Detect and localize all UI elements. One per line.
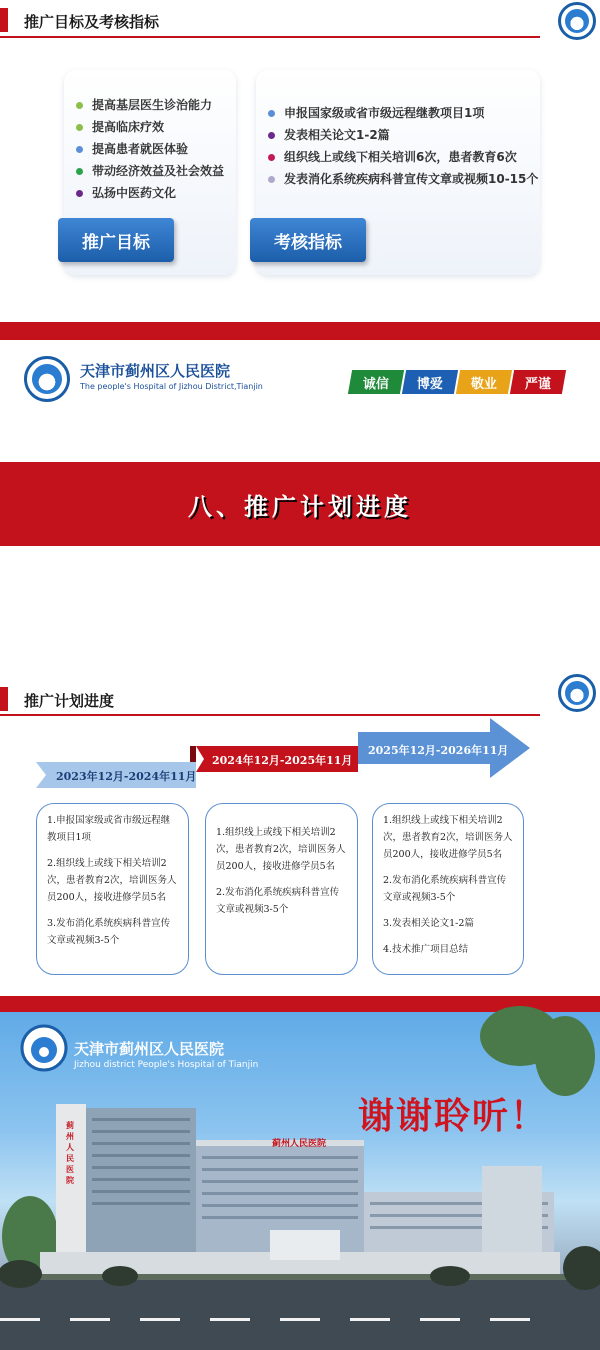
goal-item-text: 提高基层医生诊治能力 — [92, 98, 213, 112]
hospital-name-cn: 天津市蓟州区人民医院 — [80, 362, 231, 380]
section-band — [0, 462, 600, 546]
plan-item: 1.申报国家级或省市级远程继教项目1项 — [47, 815, 171, 843]
motto-badge: 敬业 — [456, 370, 512, 394]
indicator-item-text: 发表相关论文1-2篇 — [284, 128, 390, 142]
building-sign: 蓟州人民医院 — [272, 1139, 327, 1149]
goal-item-text: 提高临床疗效 — [92, 120, 165, 134]
goal-item — [76, 138, 224, 160]
goal-item — [76, 160, 224, 182]
plan-item: 3.发布消化系统疾病科普宣传文章或视频3-5个 — [47, 918, 171, 946]
section-title: 八、推广计划进度 — [188, 491, 412, 521]
plan-item: 2.发布消化系统疾病科普宣传文章或视频3-5个 — [383, 875, 507, 903]
indicators-list — [268, 102, 538, 190]
page-title: 推广目标及考核指标 — [24, 13, 160, 31]
period-2-card — [205, 803, 358, 975]
period-1: 2023年12月-2024年11月 — [56, 770, 197, 783]
hospital-name-en: Jizhou district People's Hospital of Tianjin — [74, 1060, 259, 1070]
slide-thanks — [0, 996, 600, 1350]
goal-item — [76, 116, 224, 138]
motto-badge: 诚信 — [348, 370, 404, 394]
goal-item-text: 弘扬中医药文化 — [92, 186, 177, 200]
goal-item — [76, 94, 224, 116]
bullet-dot-icon — [268, 154, 275, 161]
header-rule — [0, 36, 540, 38]
period-3: 2025年12月-2026年11月 — [368, 744, 509, 757]
indicator-item — [268, 102, 538, 124]
page-title: 推广计划进度 — [24, 692, 115, 710]
goals-label: 推广目标 — [58, 218, 174, 262]
hospital-logo — [558, 2, 596, 40]
bullet-dot-icon — [76, 102, 83, 109]
goal-item — [76, 182, 224, 204]
plan-item: 1.组织线上或线下相关培训2次，患者教育2次，培训医务人员200人，接收进修学员5名 — [383, 815, 513, 860]
period-3-card — [372, 803, 524, 975]
bullet-dot-icon — [76, 168, 83, 175]
indicator-item — [268, 124, 538, 146]
hospital-name-cn: 天津市蓟州区人民医院 — [74, 1040, 225, 1058]
bullet-dot-icon — [268, 132, 275, 139]
bullet-dot-icon — [268, 110, 275, 117]
bullet-dot-icon — [76, 190, 83, 197]
tower-sign: 蓟州人民医院 — [66, 1121, 74, 1185]
slide-schedule — [0, 670, 600, 995]
goals-list — [76, 94, 224, 204]
plan-item: 4.技术推广项目总结 — [383, 944, 469, 955]
plan-item: 1.组织线上或线下相关培训2次，患者教育2次，培训医务人员200人，接收进修学员5名 — [216, 827, 346, 872]
plan-item: 2.发布消化系统疾病科普宣传文章或视频3-5个 — [216, 887, 340, 915]
footer-band — [0, 322, 600, 340]
goal-item-text: 提高患者就医体验 — [92, 142, 189, 156]
indicator-item-text: 组织线上或线下相关培训6次，患者教育6次 — [284, 150, 517, 164]
hospital-name-en: The people's Hospital of Jizhou District,Tianjin — [80, 382, 263, 391]
plan-item: 3.发表相关论文1-2篇 — [383, 918, 474, 929]
slide-section — [0, 340, 600, 640]
goal-item-text: 带动经济效益及社会效益 — [92, 164, 225, 178]
header-accent — [0, 8, 8, 32]
indicator-item-text: 发表消化系统疾病科普宣传文章或视频10-15个 — [284, 172, 539, 186]
period-1-card — [36, 803, 189, 975]
indicators-label: 考核指标 — [250, 218, 366, 262]
indicator-item — [268, 146, 538, 168]
bullet-dot-icon — [268, 176, 275, 183]
period-2: 2024年12月-2025年11月 — [212, 754, 353, 767]
indicator-item-text: 申报国家级或省市级远程继教项目1项 — [284, 106, 485, 120]
indicator-item — [268, 168, 538, 190]
hospital-logo — [24, 356, 70, 402]
motto-badge: 博爱 — [402, 370, 458, 394]
bullet-dot-icon — [76, 146, 83, 153]
slide-goals — [0, 0, 600, 340]
motto-badge: 严谨 — [510, 370, 566, 394]
thanks-text: 谢谢聆听！ — [358, 1095, 549, 1137]
bullet-dot-icon — [76, 124, 83, 131]
plan-item: 2.组织线上或线下相关培训2次，患者教育2次，培训医务人员200人，接收进修学员5名 — [47, 858, 177, 903]
